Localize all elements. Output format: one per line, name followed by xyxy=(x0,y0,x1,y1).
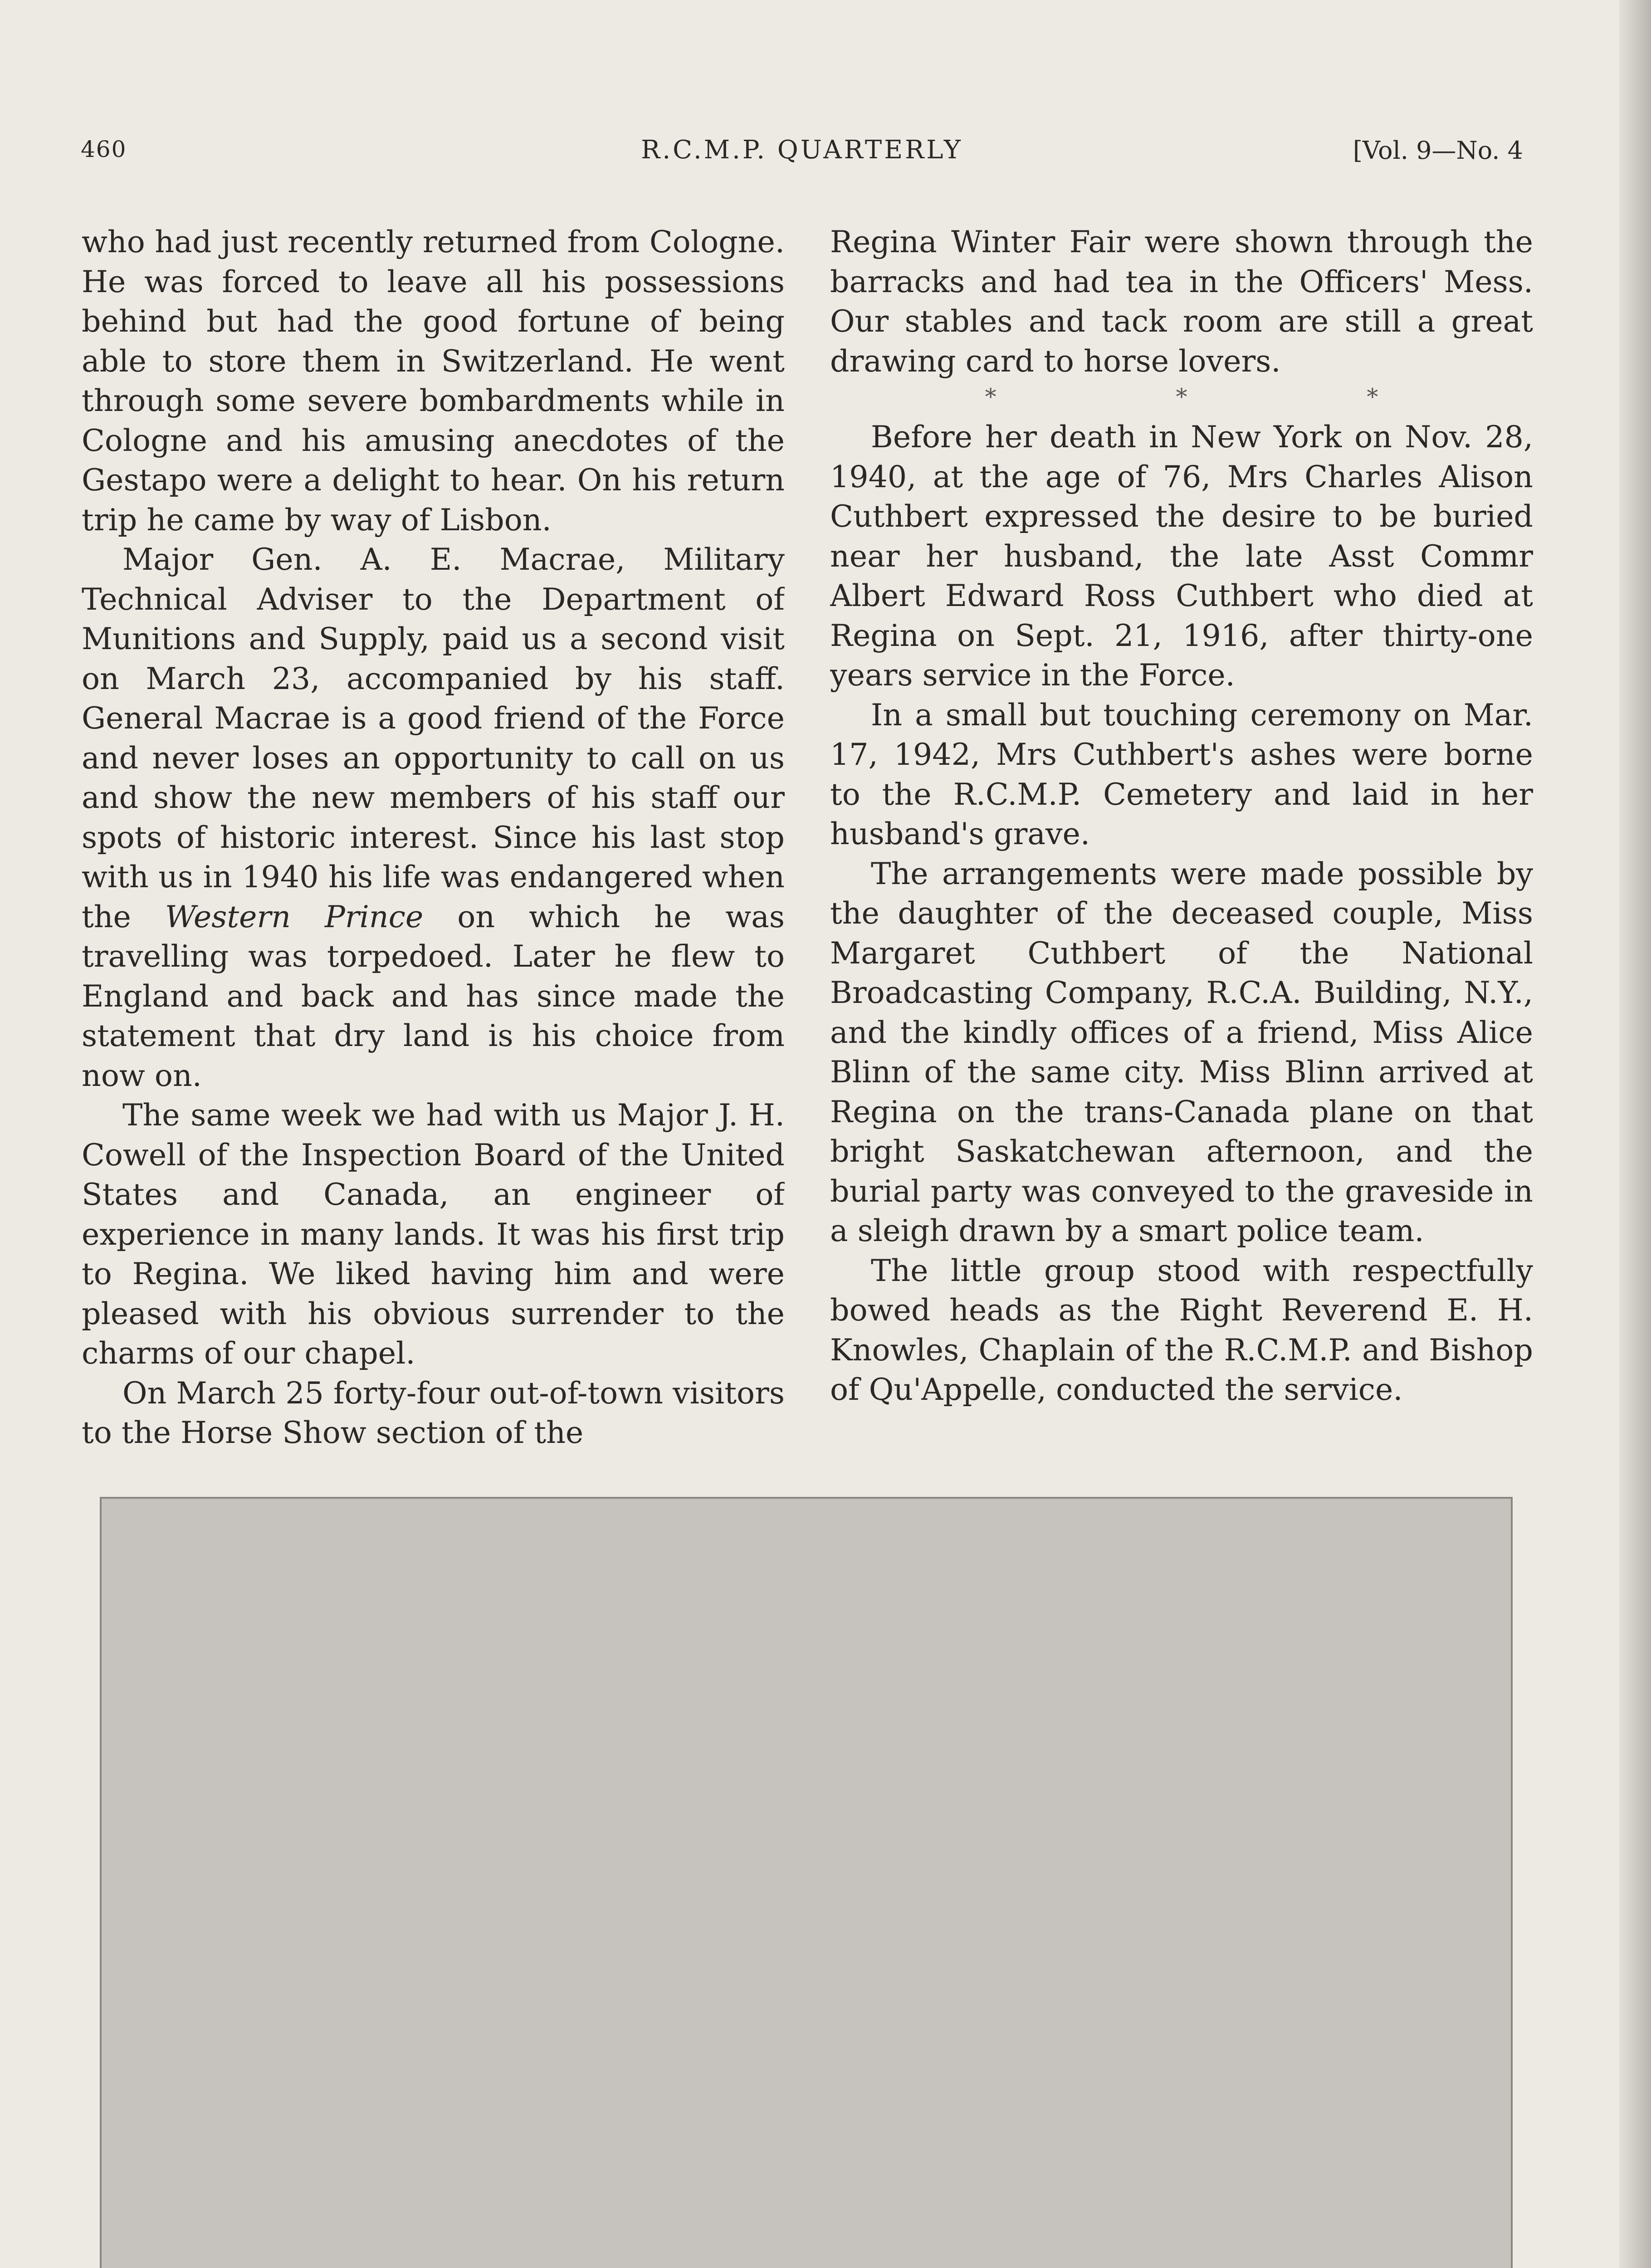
journal-title: R.C.M.P. QUARTERLY xyxy=(641,135,963,165)
ship-name: Western Prince xyxy=(165,899,424,934)
right-column xyxy=(830,222,1533,1474)
section-separator: * * * xyxy=(985,384,1465,410)
left-paragraph-3: The same week we had with us Major J. H. Cowell of the Inspection Board of the United States and Canada, an engineer of experience in many lands. It was his first trip to Regina. We liked having him and were pleased with his obvious surrender to the charms of our chapel. xyxy=(82,1097,785,1371)
right-paragraph-2: Before her death in New York on Nov. 28, 1940, at the age of 76, Mrs Charles Alison Cuthbert expressed the desire to be buried near her husband, the late Asst Commr Albert Edward Ross Cuthbert who died at Regina on Sept. 21, 1916, after thirty-one years service in the Force. xyxy=(830,419,1533,693)
volume-issue: [Vol. 9—No. 4 xyxy=(1353,136,1523,165)
grave-photograph xyxy=(100,1497,1513,2268)
right-paragraph-4: The arrangements were made possible by the daughter of the deceased couple, Miss Margaret Cuthbert of the National Broadcasting Company, R.C.A. Building, N.Y., and the kindly offices of a friend, Miss Alice Blinn of the same city. Miss Blinn arrived at Regina on the trans-Canada plane on that bright Saskatchewan afternoon, and the burial party was conveyed to the graveside in a sleigh drawn by a smart police team. xyxy=(830,855,1533,1248)
page-number: 460 xyxy=(81,136,127,162)
left-paragraph-2: Major Gen. A. E. Macrae, Military Technical Adviser to the Department of Munitions and Supply, paid us a second visit on March 23, accompanied by his staff. General Macrae is a good friend of the Force and never loses an opportunity to call on us and show the new members of his staff our spots of historic interest. Since his last stop with us in 1940 his life was endangered when the Western Prince on which he was travelling was torpedoed. Later he flew to England and back and has since made the statement that dry land is his choice from now on. xyxy=(82,542,785,1093)
right-paragraph-3: In a small but touching ceremony on Mar. 17, 1942, Mrs Cuthbert's ashes were borne to the R.C.M.P. Cemetery and laid in her husband's grave. xyxy=(830,697,1533,851)
page-edge-shadow xyxy=(1619,0,1651,2268)
left-paragraph-1: who had just recently returned from Cologne. He was forced to leave all his possessions behind but had the good fortune of being able to store them in Switzerland. He went through some severe bombardments while in Cologne and his amusing anecdotes of the Gestapo were a delight to hear. On his return trip he came by way of Lisbon. xyxy=(82,224,785,538)
right-paragraph-1: Regina Winter Fair were shown through the barracks and had tea in the Officers' Mess. Our stables and tack room are still a great drawing card to horse lovers. xyxy=(830,224,1533,379)
left-paragraph-4: On March 25 forty-four out-of-town visitors to the Horse Show section of the xyxy=(82,1375,785,1450)
right-paragraph-5: The little group stood with respectfully bowed heads as the Right Reverend E. H. Knowles, Chaplain of the R.C.M.P. and Bishop of Qu'Appelle, conducted the service. xyxy=(830,1252,1533,1407)
left-column xyxy=(82,222,785,1474)
running-header xyxy=(81,132,1523,172)
